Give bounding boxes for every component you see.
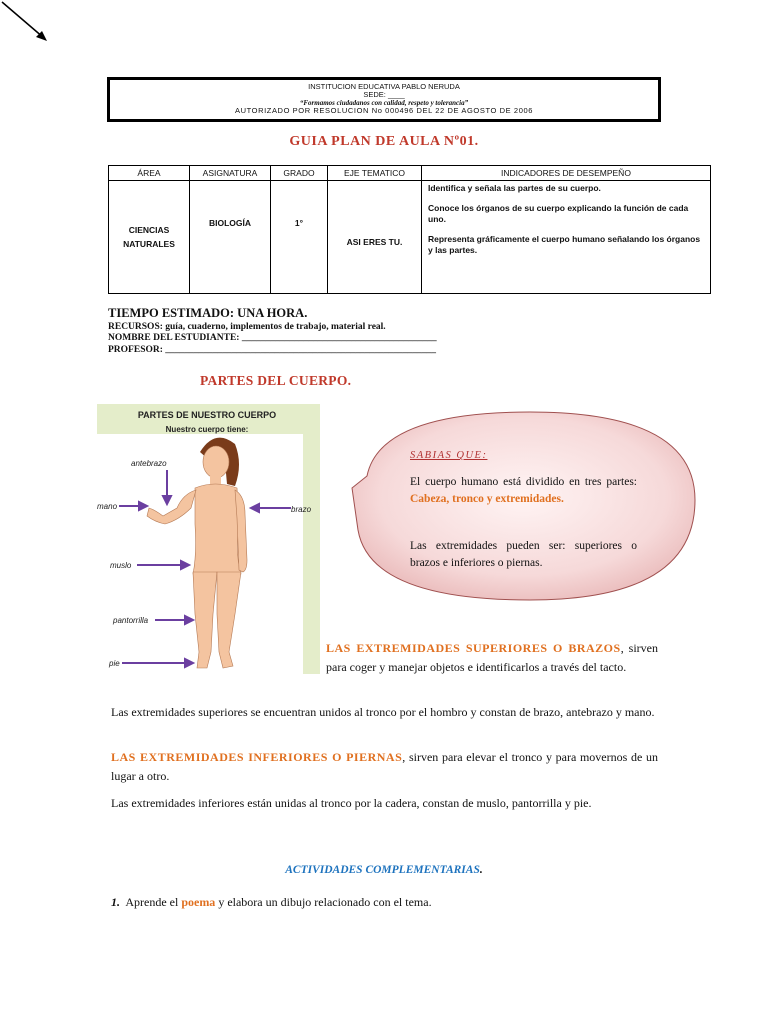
- cell-eje: ASI ERES TU.: [328, 181, 422, 294]
- body-figure-illustration: [97, 404, 320, 674]
- superiores-union-paragraph: Las extremidades superiores se encuentran unidos al tronco por el hombro y constan de brazo, antebrazo y mano.: [111, 705, 655, 719]
- inferiores-text: , sirven para elevar el tronco y para movernos de un lugar a otro.: [111, 750, 658, 783]
- activity-item-1: [111, 895, 432, 910]
- area-value: CIENCIAS NATURALES: [123, 225, 175, 249]
- indicador-1: Identifica y señala las partes de su cuerpo.: [428, 183, 601, 193]
- bubble-highlight: Cabeza, tronco y extremidades.: [410, 493, 564, 505]
- label-pie: pie: [109, 659, 120, 668]
- activity-item-highlight: poema: [181, 895, 216, 909]
- guia-title: GUIA PLAN DE AULA Nº01.: [289, 134, 479, 149]
- header-indicadores: INDICADORES DE DESEMPEÑO: [422, 166, 711, 181]
- institution-header: [107, 77, 661, 122]
- header-asignatura: ASIGNATURA: [190, 166, 271, 181]
- body-parts-image: [97, 404, 320, 674]
- table-header-row: [109, 166, 711, 181]
- sede-line: SEDE: ____: [363, 90, 405, 99]
- header-area: ÁREA: [109, 166, 190, 181]
- actividades-title: [0, 864, 768, 876]
- superiores-text: , sirven para coger y manejar objetos e identificarlos a través del tacto.: [326, 641, 659, 674]
- authorization-line: AUTORIZADO POR RESOLUCION No 000496 DEL 22 DE AGOSTO DE 2006: [234, 106, 534, 115]
- cell-indicadores: [422, 181, 711, 294]
- header-grado: GRADO: [271, 166, 328, 181]
- cell-asignatura: BIOLOGÍA: [190, 181, 271, 294]
- recursos-line: RECURSOS: guía, cuaderno, implementos de trabajo, material real.: [108, 322, 386, 332]
- cell-grado: 1°: [271, 181, 328, 294]
- label-pantorrilla: pantorrilla: [113, 616, 149, 625]
- tiempo-estimado: TIEMPO ESTIMADO: UNA HORA.: [108, 306, 308, 320]
- superiores-heading: LAS EXTREMIDADES SUPERIORES O BRAZOS: [326, 641, 621, 655]
- label-mano: mano: [97, 502, 118, 511]
- label-muslo: muslo: [110, 561, 132, 570]
- image-subtitle: Nuestro cuerpo tiene:: [165, 425, 249, 434]
- corner-arrow-icon: [0, 0, 60, 50]
- activity-item-pre: Aprende el: [120, 895, 182, 909]
- label-antebrazo: antebrazo: [131, 459, 167, 468]
- profesor-line: PROFESOR: _________________________________________________________: [108, 345, 437, 355]
- cell-area: [109, 181, 190, 294]
- bubble-paragraph-1: [410, 474, 637, 508]
- header-eje: EJE TEMATICO: [328, 166, 422, 181]
- inferiores-paragraph: [111, 748, 658, 786]
- motto-line: “Formamos ciudadanos con calidad, respeto y tolerancia”: [299, 99, 469, 107]
- actividades-title-dot: .: [479, 864, 483, 876]
- label-brazo: brazo: [291, 505, 312, 514]
- bubble-text: El cuerpo humano está dividido en tres partes:: [410, 476, 637, 488]
- inferiores-heading: LAS EXTREMIDADES INFERIORES O PIERNAS: [111, 750, 403, 764]
- indicador-2: Conoce los órganos de su cuerpo explicando la función de cada uno.: [428, 203, 689, 224]
- plan-table: [108, 165, 711, 294]
- image-title: PARTES DE NUESTRO CUERPO: [137, 410, 277, 420]
- institution-name: INSTITUCION EDUCATIVA PABLO NERUDA: [308, 82, 460, 91]
- table-row: [109, 181, 711, 294]
- actividades-title-text: ACTIVIDADES COMPLEMENTARIAS: [285, 864, 480, 876]
- bubble-title: SABIAS QUE:: [410, 450, 488, 461]
- activity-item-number: 1.: [111, 895, 120, 909]
- partes-title: PARTES DEL CUERPO.: [200, 373, 352, 388]
- inferiores-union-paragraph: Las extremidades inferiores están unidas al tronco por la cadera, constan de muslo, pantorrilla y pie.: [111, 796, 592, 810]
- nombre-estudiante-line: NOMBRE DEL ESTUDIANTE: _________________________________________: [108, 333, 437, 343]
- bubble-paragraph-2: Las extremidades pueden ser: superiores o brazos e inferiores o piernas.: [410, 540, 637, 569]
- indicador-3: Representa gráficamente el cuerpo humano señalando los órganos y las partes.: [428, 234, 701, 255]
- activity-item-post: y elabora un dibujo relacionado con el tema.: [215, 895, 432, 909]
- superiores-paragraph: [326, 639, 658, 677]
